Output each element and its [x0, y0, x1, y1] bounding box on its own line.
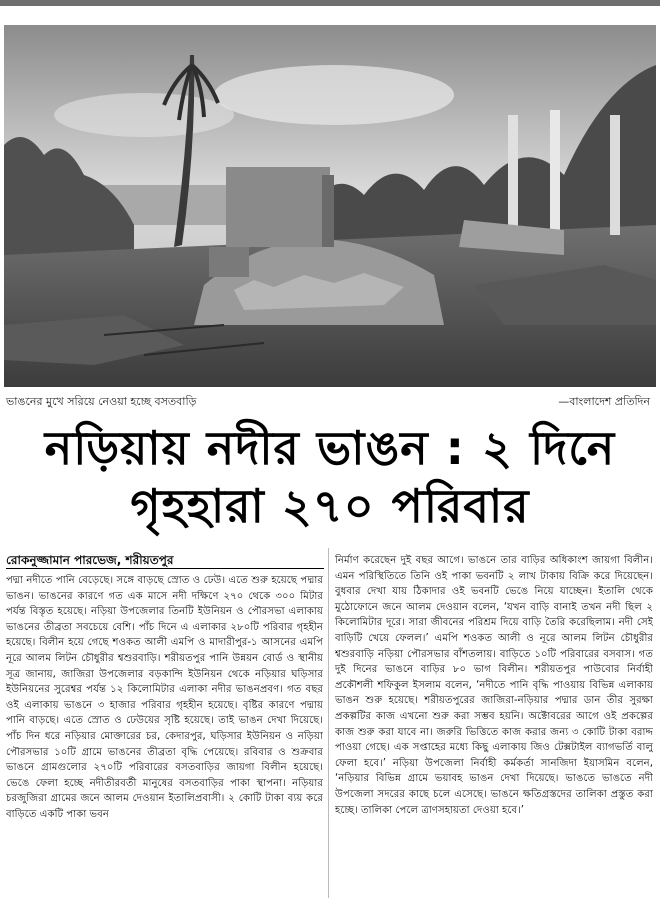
photo-caption: ভাঙনের মুখে সরিয়ে নেওয়া হচ্ছে বসতবাড়ি: [6, 395, 197, 408]
article-column-1: পদ্মা নদীতে পানি বেড়েছে। সঙ্গে বাড়ছে স্রোত ও ঢেউ। এতে শুরু হয়েছে পদ্মার ভাঙন। ভাঙনের কারণে গত এক মাসে নদী দক্ষিণে ২৭০ থেকে ৩০০ মিটার পর্যন্ত বিস্তৃত হয়েছে। নড়িয়া উপজেলার তিনটি ইউনিয়ন ও পৌরসভা এলাকায় ভাঙনের তীব্রতা সবচেয়ে বেশি। পাঁচ দিনে এ এলাকার ২৮০টি পরিবার গৃহহীন হয়েছে। বিলীন হয়ে গেছে শওকত আলী এমপি ও মাদারীপুর-১ আসনের এমপি নূরে আলম লিটন চৌধুরীর শ্বশুরবাড়ি। শরীয়তপুর পানি উন্নয়ন বোর্ড ও স্থানীয় সূত্র জানায়, জাজিরা উপজেলার বড়কান্দি ইউনিয়ন থেকে নড়িয়ার ঘড়িসার ইউনিয়নের সুরেশ্বর পর্যন্ত ১২ কিলোমিটার এলাকা নদীর ভাঙনপ্রবণ। গত বছর ওই এলাকায় ভাঙনে ৩ হাজার পরিবার গৃহহীন হয়েছে। বৃষ্টির কারণে পদ্মায় পানি বাড়ছে। এতে স্রোত ও ঢেউয়ের সৃষ্টি হয়েছে। তাই ভাঙন দেখা দিয়েছে। পাঁচ দিন ধরে নড়িয়ার মোক্তারের চর, কেদারপুর, ঘড়িসার ইউনিয়ন ও নড়িয়া পৌরসভার ১০টি গ্রামে ভাঙনের তীব্রতা বৃদ্ধি পেয়েছে। রবিবার ও শুক্রবার ভাঙনে গ্রামগুলোর ২৭০টি পরিবারের বসতবাড়ির জায়গা বিলীন হয়েছে। ভেঙে ফেলা হচ্ছে নদীতীরবর্তী মানুষের বসতবাড়ির পাকা স্থাপনা। নড়িয়ার চরজুজিরা গ্রামের জনে আলম দেওয়ান ইতালিপ্রবাসী। ২ কোটি টাকা ব্যয় করে বাড়িতে একটি পাকা ভবন: [6, 575, 323, 820]
byline: রোকনুজ্জামান পারভেজ, শরীয়তপুর: [6, 553, 174, 567]
photo-credit: —বাংলাদেশ প্রতিদিন: [558, 395, 650, 408]
headline-line-1: নড়িয়ায় নদীর ভাঙন : ২ দিনে: [44, 421, 616, 475]
article-column-2: নির্মাণ করেছেন দুই বছর আগে। ভাঙনে তার বাড়ির অধিকাংশ জায়গা বিলীন। এমন পরিস্থিতিতে তিনি ওই পাকা ভবনটি ২ লাখ টাকায় বিক্রি করে দিয়েছেন। বুধবার দেখা যায় ঠিকাদার ওই ভবনটি ভেঙে নিয়ে যাচ্ছেন। ইতালি থেকে মুঠোফোনে জনে আলম দেওয়ান বলেন, ‘যখন বাড়ি বানাই তখন নদী ছিল ২ কিলোমিটার দূরে। সারা জীবনের পরিশ্রম দিয়ে বাড়ি তৈরি করেছিলাম। নদী সেই বাড়িটি খেয়ে ফেলল।’ এমপি শওকত আলী ও নূরে আলম লিটন চৌধুরীর শ্বশুরবাড়ি নড়িয়া পৌরসভার বাঁশতলায়। বাড়িতে ১০টি পরিবারের বসবাস। গত দুই দিনের ভাঙনে বাড়ির ৮০ ভাগ বিলীন। শরীয়তপুর পাউবোর নির্বাহী প্রকৌশলী শফিকুল ইসলাম বলেন, ‘নদীতে পানি বৃদ্ধি পাওয়ায় বিভিন্ন এলাকায় ভাঙন শুরু হয়েছে। শরীয়তপুরের জাজিরা-নড়িয়ার পদ্মার ডান তীর সুরক্ষা প্রকল্পটির কাজ এখনো শুরু করা সম্ভব হয়নি। অক্টোবরের আগে ওই প্রকল্পের কাজ শুরু করা যাবে না। জরুরি ভিত্তিতে কাজ করার জন্য ৩ কোটি টাকা বরাদ্দ পাওয়া গেছে। এক সপ্তাহের মধ্যে কিছু এলাকায় জিও টেক্সটাইল ব্যাগভর্তি বালু ফেলা হবে।’ নড়িয়া উপজেলা নির্বাহী কর্মকর্তা সানজিদা ইয়াসমিন বলেন, ‘নড়িয়ার বিভিন্ন গ্রামে ভয়াবহ ভাঙন দেখা দিয়েছে। ভাঙতে ভাঙতে নদী উপজেলা সদরের কাছে চলে এসেছে। ভাঙনে ক্ষতিগ্রস্তদের তালিকা প্রস্তুত করা হচ্ছে। তালিকা পেলে ত্রাণসহায়তা দেওয়া হবে।’: [335, 555, 653, 816]
headline-line-2: গৃহহারা ২৭০ পরিবার: [130, 479, 530, 533]
byline-rule: [6, 568, 324, 569]
news-photo: [4, 25, 656, 387]
column-separator: [328, 548, 329, 898]
page-top-rule: [0, 0, 660, 6]
